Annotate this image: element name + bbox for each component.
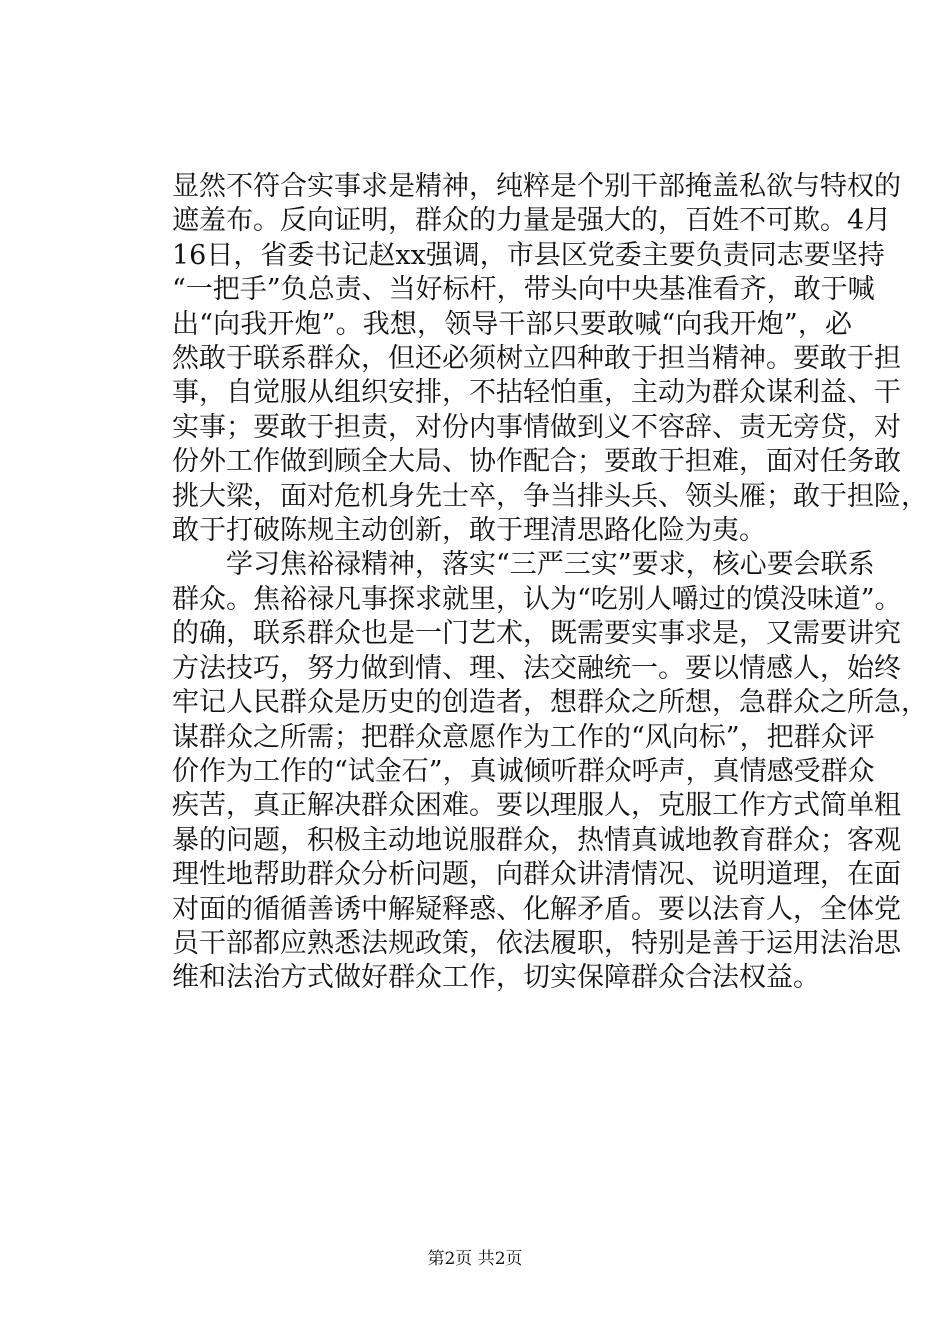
- text-line: 群众。焦裕禄凡事探求就里，认为“吃别人嚼过的馍没味道”。: [172, 583, 902, 615]
- text-line: 价作为工作的“试金石”，真诚倾听群众呼声，真情感受群众: [172, 755, 875, 787]
- text-line: 方法技巧，努力做到情、理、法交融统一。要以情感人，始终: [172, 652, 901, 684]
- text-line: 疾苦，真正解决群众困难。要以理服人，克服工作方式简单粗: [172, 790, 901, 822]
- text-line: 理性地帮助群众分析问题，向群众讲清情况、说明道理，在面: [172, 859, 901, 891]
- text-line: 实事；要敢于担责，对份内事情做到义不容辞、责无旁贷，对: [172, 411, 901, 443]
- text-line: 份外工作做到顾全大局、协作配合；要敢于担难，面对任务敢: [172, 446, 901, 478]
- text-line: 16日，省委书记赵xx强调，市县区党委主要负责同志要坚持: [172, 239, 885, 271]
- text-line: 然敢于联系群众，但还必须树立四种敢于担当精神。要敢于担: [172, 343, 901, 375]
- text-line: 暴的问题，积极主动地说服群众，热情真诚地教育群众；客观: [172, 824, 901, 856]
- text-line: 遮羞布。反向证明，群众的力量是强大的，百姓不可欺。4月: [172, 205, 892, 237]
- paragraph: [172, 170, 928, 548]
- text-line: 学习焦裕禄精神，落实“三严三实”要求，核心要会联系: [226, 549, 875, 581]
- paragraph: [172, 548, 928, 995]
- text-line: 显然不符合实事求是精神，纯粹是个别干部掩盖私欲与特权的: [172, 171, 901, 202]
- text-line: 敢于打破陈规主动创新，敢于理清思路化险为夷。: [172, 515, 766, 547]
- text-line: 员干部都应熟悉法规政策，依法履职，特别是善于运用法治思: [172, 927, 901, 959]
- text-line: 牢记人民群众是历史的创造者，想群众之所想，急群众之所急，: [172, 687, 928, 719]
- text-line: 对面的循循善诱中解疑释惑、化解矛盾。要以法育人，全体党: [172, 893, 901, 925]
- text-line: 挑大梁，面对危机身先士卒，争当排头兵、领头雁；敢于担险，: [172, 480, 928, 512]
- text-line: 事，自觉服从组织安排，不拈轻怕重，主动为群众谋利益、干: [172, 377, 901, 409]
- text-line: 维和法治方式做好群众工作，切实保障群众合法权益。: [172, 962, 820, 994]
- text-line: 的确，联系群众也是一门艺术，既需要实事求是，又需要讲究: [172, 618, 901, 650]
- document-body: [172, 170, 928, 996]
- page-footer: 第2页 共2页: [427, 1249, 523, 1269]
- text-line: 出“向我开炮”。我想，领导干部只要敢喊“向我开炮”，必: [172, 308, 852, 340]
- text-line: 谋群众之所需；把群众意愿作为工作的“风向标”，把群众评: [172, 721, 875, 753]
- text-line: “一把手”负总责、当好标杆，带头向中央基准看齐，敢于喊: [172, 274, 875, 306]
